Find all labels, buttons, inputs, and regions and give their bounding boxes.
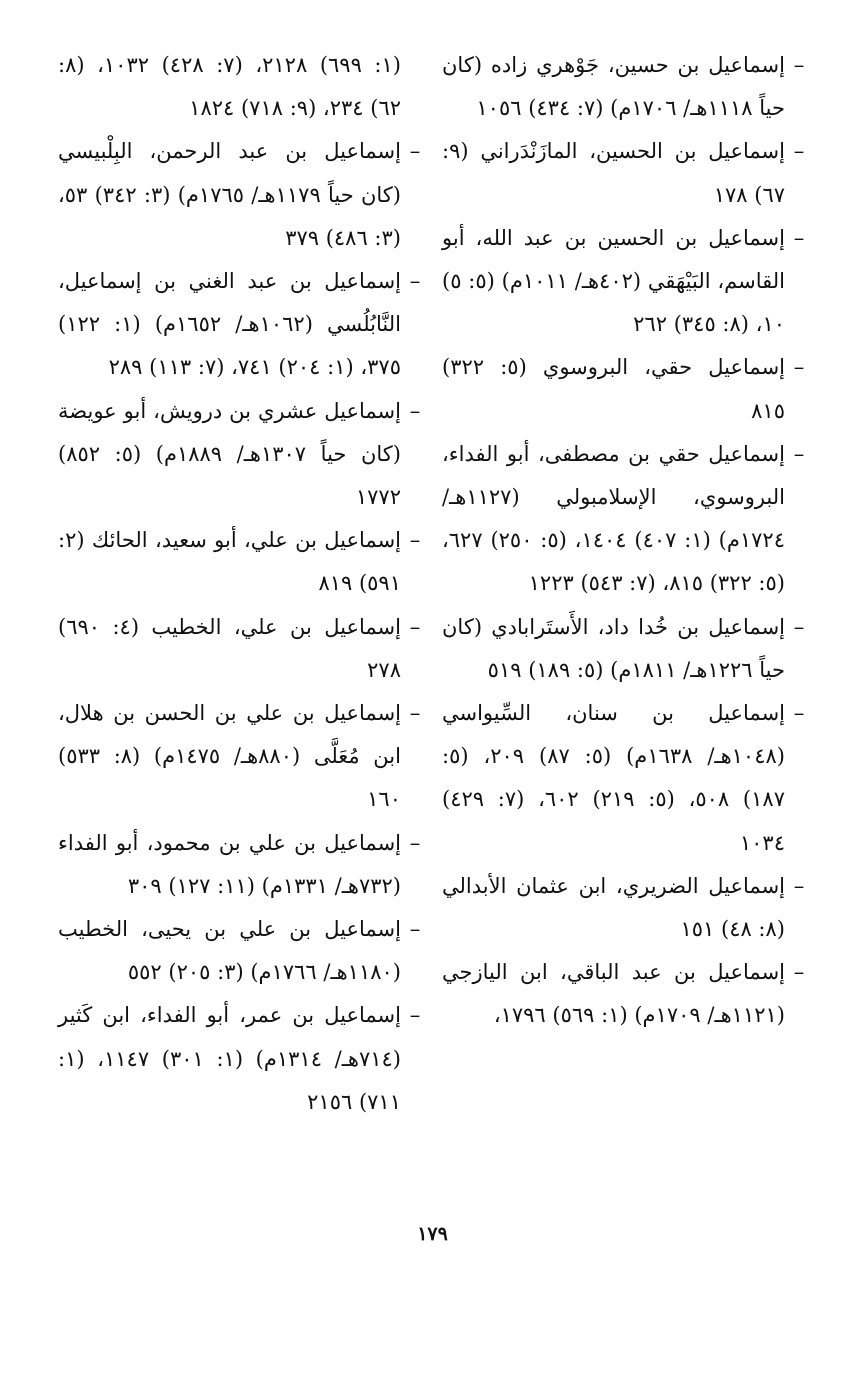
entry-text: إسماعيل بن خُدا داد، الأَستَرابادي (كان حياً ١٢٢٦هـ/ ١٨١١م) (٥: ١٨٩) ٥١٩	[442, 614, 785, 682]
entry-text: إسماعيل بن عمر، أبو الفداء، ابن كَثير (٧١٤هـ/ ١٣١٤م) (١: ٣٠١) ١١٤٧، (١: ٧١١) ٢١٥٦	[58, 1003, 401, 1114]
dash-bullet: –	[793, 614, 805, 639]
index-entry	[442, 44, 807, 130]
entry-text: إسماعيل حقي، البروسوي (٥: ٣٢٢) ٨١٥	[442, 355, 785, 423]
entry-text: إسماعيل بن الحسين، المازَنْدَراني (٩: ٦٧) ١٧٨	[442, 139, 785, 207]
entry-text: إسماعيل بن علي، الخطيب (٤: ٦٩٠) ٢٧٨	[58, 614, 401, 682]
entry-text: إسماعيل حقي بن مصطفى، أبو الفداء، البروسوي، الإسلامبولي (١١٢٧هـ/ ١٧٢٤م) (١: ٤٠٧) ١٤٠٤، (٥: ٢٥٠) ٦٢٧، (٥: ٣٢٢) ٨١٥، (٧: ٥٤٣) ١٢٢٣	[442, 441, 785, 596]
index-entry	[58, 822, 423, 908]
index-entry	[58, 908, 423, 994]
dash-bullet: –	[409, 701, 421, 726]
dash-bullet: –	[793, 873, 805, 898]
page-number: ١٧٩	[417, 1223, 448, 1245]
index-entry	[442, 606, 807, 692]
dash-bullet: –	[793, 53, 805, 77]
index-entry	[442, 692, 807, 865]
index-entry	[442, 217, 807, 347]
entry-text: إسماعيل بن الحسين بن عبد الله، أبو القاسم، البَيْهَقي (٤٠٢هـ/ ١٠١١م) (٥: ٥) ١٠، (٨: ٣٤٥) ٢٦٢	[442, 225, 785, 337]
entry-text: إسماعيل بن علي بن الحسن بن هلال، ابن مُعَلَّى (٨٨٠هـ/ ١٤٧٥م) (٨: ٥٣٣) ١٦٠	[58, 701, 401, 812]
dash-bullet: –	[409, 139, 421, 164]
index-entry	[442, 433, 807, 606]
entry-text: إسماعيل بن علي بن محمود، أبو الفداء (٧٣٢هـ/ ١٣٣١م) (١١: ١٢٧) ٣٠٩	[58, 830, 401, 898]
entry-text: إسماعيل بن علي بن يحيى، الخطيب (١١٨٠هـ/ ١٧٦٦م) (٣: ٢٠٥) ٥٥٢	[58, 917, 401, 985]
entry-text: إسماعيل بن عبد الغني بن إسماعيل، النَّابُلُسي (١٠٦٢هـ/ ١٦٥٢م) (١: ١٢٢) ٣٧٥، (١: ٢٠٤) ٧٤١، (٧: ١١٣) ٢٨٩	[58, 269, 401, 380]
dash-bullet: –	[409, 398, 421, 423]
dash-bullet: –	[409, 528, 421, 553]
index-entry	[58, 260, 423, 390]
index-entry	[58, 994, 423, 1124]
dash-bullet: –	[793, 139, 805, 164]
index-entry	[58, 519, 423, 605]
entry-text: إسماعيل الضريري، ابن عثمان الأبدالي (٨: ٤٨) ١٥١	[442, 873, 785, 942]
entry-text: إسماعيل بن علي، أبو سعيد، الحائك (٢: ٥٩١) ٨١٩	[58, 528, 401, 596]
index-entry	[58, 606, 423, 692]
dash-bullet: –	[409, 917, 421, 942]
dash-bullet: –	[409, 830, 421, 855]
dash-bullet: –	[409, 614, 421, 639]
dash-bullet: –	[409, 1003, 421, 1028]
index-entry	[442, 865, 807, 951]
dash-bullet: –	[793, 225, 805, 250]
index-entry	[442, 951, 807, 1037]
entry-text: إسماعيل بن حسين، جَوْهري زاده (كان حياً ١١١٨هـ/ ١٧٠٦م) (٧: ٤٣٤) ١٠٥٦	[442, 53, 785, 121]
dash-bullet: –	[793, 701, 805, 726]
dash-bullet: –	[793, 441, 805, 466]
entry-text: إسماعيل بن عبد الباقي، ابن اليازجي (١١٢١هـ/ ١٧٠٩م) (١: ٥٦٩) ١٧٩٦،	[442, 960, 785, 1028]
index-entry	[442, 130, 807, 216]
entry-continuation: (١: ٦٩٩) ٢١٢٨، (٧: ٤٢٨) ١٠٣٢، (٨: ٦٢) ٢٣٤، (٩: ٧١٨) ١٨٢٤	[58, 53, 401, 121]
index-entry	[58, 692, 423, 822]
left-column	[58, 44, 423, 1124]
index-entry	[58, 390, 423, 520]
dash-bullet: –	[409, 269, 421, 294]
right-column	[442, 44, 807, 1038]
dash-bullet: –	[793, 960, 805, 985]
entry-text: إسماعيل بن سنان، السِّيواسي (١٠٤٨هـ/ ١٦٣٨م) (٥: ٨٧) ٢٠٩، (٥: ١٨٧) ٥٠٨، (٥: ٢١٩) ٦٠٢، (٧: ٤٢٩) ١٠٣٤	[442, 701, 785, 855]
entry-text: إسماعيل عشري بن درويش، أبو عويضة (كان حياً ١٣٠٧هـ/ ١٨٨٩م) (٥: ٨٥٢) ١٧٧٢	[58, 398, 401, 510]
index-entry	[58, 130, 423, 260]
index-entry	[442, 346, 807, 432]
dash-bullet: –	[793, 355, 805, 380]
entry-text: إسماعيل بن عبد الرحمن، البِلْبيسي (كان حياً ١١٧٩هـ/ ١٧٦٥م) (٣: ٣٤٢) ٥٣، (٣: ٤٨٦) ٣٧٩	[58, 139, 401, 250]
